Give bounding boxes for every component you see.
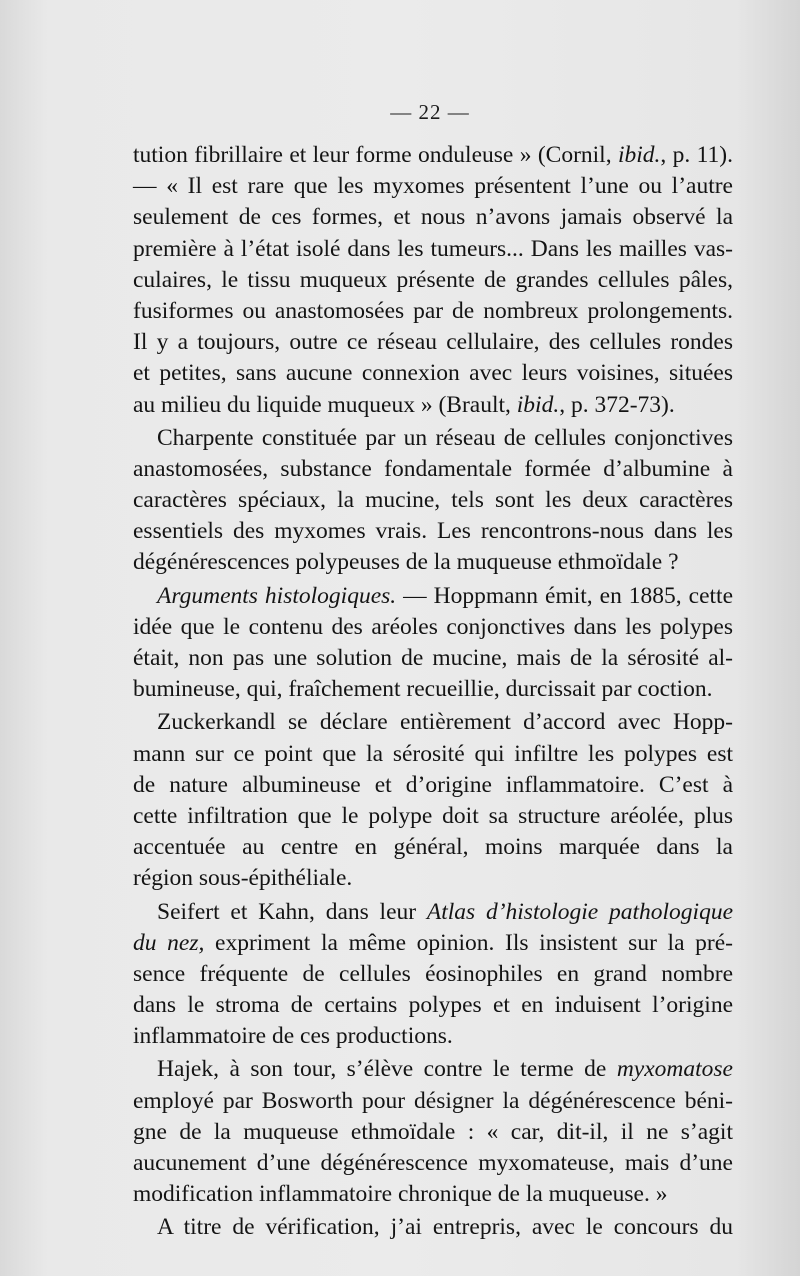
text-line: essentiels des myxomes vrais. Les rencontrons-nous dans les: [133, 518, 733, 545]
text-line: gne de la muqueuse ethmoïdale : « car, dit-il, il ne s’agit: [133, 1118, 733, 1145]
text-line: et petites, sans aucune connexion avec leurs voisines, situées: [133, 360, 733, 387]
text-line: sence fréquente de cellules éosinophiles en grand nombre: [133, 960, 733, 987]
body-text: [133, 140, 733, 1244]
text-line: mann sur ce point que la sérosité qui infiltre les polypes est: [133, 740, 733, 767]
text-line: seulement de ces formes, et nous n’avons jamais observé la: [133, 204, 733, 231]
text-line: modification inflammatoire chronique de la muqueuse. »: [133, 1181, 668, 1208]
text-line: cette infiltration que le polype doit sa structure aréolée, plus: [133, 802, 733, 829]
text-line: employé par Bosworth pour désigner la dégénérescence béni-: [133, 1087, 733, 1114]
text-line: était, non pas une solution de mucine, mais de la sérosité al-: [133, 645, 733, 671]
text-line: Arguments histologiques. — Hoppmann émit, en 1885, cette: [157, 582, 734, 609]
page-number: — 22 —: [390, 100, 470, 124]
text-line: Hajek, à son tour, s’élève contre le terme de myxomatose: [157, 1056, 733, 1083]
text-line: — « Il est rare que les myxomes présentent l’une ou l’autre: [133, 173, 733, 200]
text-line: dégénérescences polypeuses de la muqueuse ethmoïdale ?: [133, 549, 679, 576]
text-line: au milieu du liquide muqueux » (Brault, ibid., p. 372-73).: [133, 391, 675, 418]
text-line: A titre de vérification, j’ai entrepris, avec le concours du: [157, 1214, 733, 1241]
text-line: première à l’état isolé dans les tumeurs... Dans les mailles vas-: [133, 235, 733, 262]
text-line: idée que le contenu des aréoles conjonctives dans les polypes: [133, 613, 733, 640]
text-line: accentuée au centre en général, moins marquée dans la: [133, 834, 733, 861]
text-line: bumineuse, qui, fraîchement recueillie, durcissait par coction.: [133, 676, 713, 703]
text-line: Seifert et Kahn, dans leur Atlas d’histologie pathologique: [157, 898, 733, 925]
text-line: dans le stroma de certains polypes et en induisent l’origine: [133, 992, 733, 1019]
text-line: région sous-épithéliale.: [133, 865, 353, 892]
text-line: anastomosées, substance fondamentale formée d’albumine à: [133, 455, 733, 482]
text-line: Il y a toujours, outre ce réseau cellulaire, des cellules rondes: [133, 329, 733, 356]
text-line: Charpente constituée par un réseau de cellules conjonctives: [157, 424, 733, 451]
text-line: tution fibrillaire et leur forme onduleuse » (Cornil, ibid., p. 11).: [133, 142, 733, 168]
text-line: Zuckerkandl se déclare entièrement d’accord avec Hopp-: [157, 709, 733, 736]
text-line: aucunement d’une dégénérescence myxomateuse, mais d’une: [133, 1150, 733, 1176]
text-line: inflammatoire de ces productions.: [133, 1023, 453, 1050]
text-line: fusiformes ou anastomosées par de nombreux prolongements.: [133, 297, 733, 324]
text-line: culaires, le tissu muqueux présente de grandes cellules pâles,: [133, 266, 733, 293]
text-line: du nez, expriment la même opinion. Ils insistent sur la pré-: [133, 929, 734, 956]
text-line: caractères spéciaux, la mucine, tels sont les deux caractères: [133, 487, 733, 514]
text-line: de nature albumineuse et d’origine inflammatoire. C’est à: [133, 771, 733, 798]
